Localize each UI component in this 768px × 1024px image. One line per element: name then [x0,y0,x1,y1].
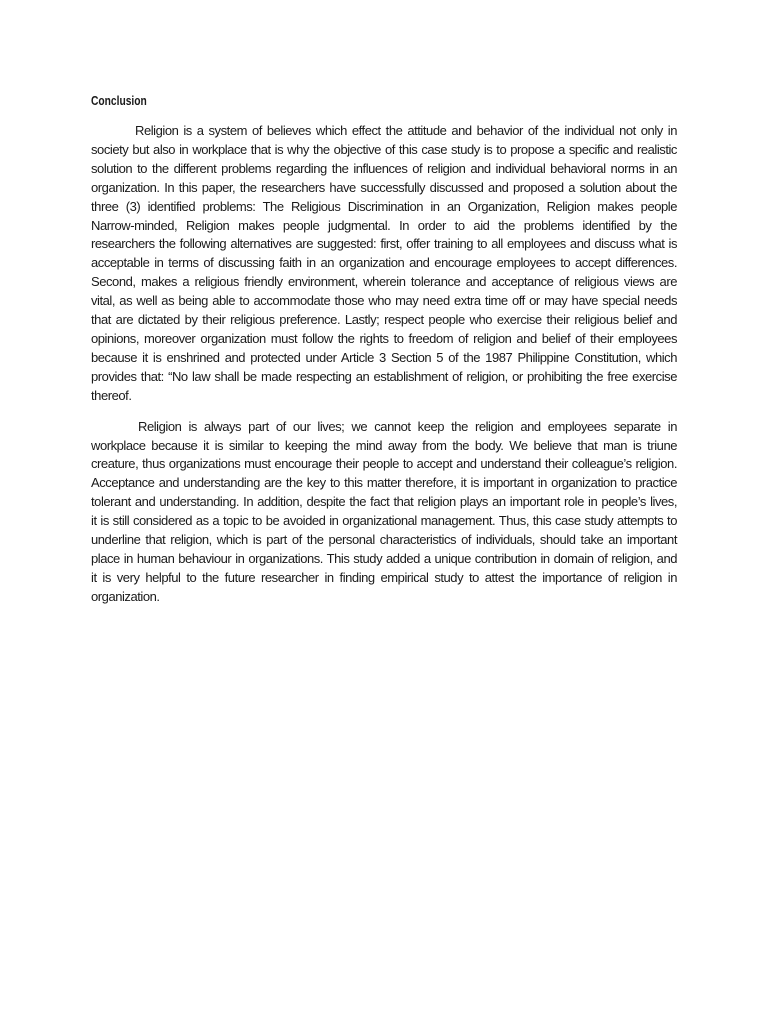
paragraph-2: Religion is always part of our lives; we cannot keep the religion and employees separate in workplace because it is similar to keeping the mind away from the body. We believe that man is triune creature, thus organizations must encourage their people to accept and understand their colleague’s religion. Acceptance and understanding are the key to this matter therefore, it is important in organization to practice tolerant and understanding. In addition, despite the fact that religion plays an important role in people’s lives, it is still considered as a topic to be avoided in organizational management. Thus, this case study attempts to underline that religion, which is part of the personal characteristics of individuals, should take an important place in human behaviour in organizations. This study added a unique contribution in domain of religion, and it is very helpful to the future researcher in finding empirical study to attest the importance of religion in organization. [91,418,677,604]
paragraph-1: Religion is a system of believes which effect the attitude and behavior of the individual not only in society but also in workplace that is why the objective of this case study is to propose a specific and realistic solution to the different problems regarding the influences of religion and individual behavioral norms in an organization. In this paper, the researchers have successfully discussed and proposed a solution about the three (3) identified problems: The Religious Discrimination in an Organization, Religion makes people Narrow-minded, Religion makes people judgmental. In order to aid the problems identified by the researchers the following alternatives are suggested: first, offer training to all employees and discuss what is acceptable in terms of discussing faith in an organization and encourage employees to accept differences. Second, makes a religious friendly environment, wherein tolerance and acceptance of religious views are vital, as well as being able to accommodate those who may need extra time off or may have special needs that are dictated by their religious preference. Lastly; respect people who exercise their religious belief and opinions, moreover organization must follow the rights to freedom of religion and belief of their employees because it is enshrined and protected under Article 3 Section 5 of the 1987 Philippine Constitution, which provides that: “No law shall be made respecting an establishment of religion, or prohibiting the free exercise thereof. [91,123,677,403]
document-page [91,93,677,619]
section-heading: Conclusion [91,94,147,108]
